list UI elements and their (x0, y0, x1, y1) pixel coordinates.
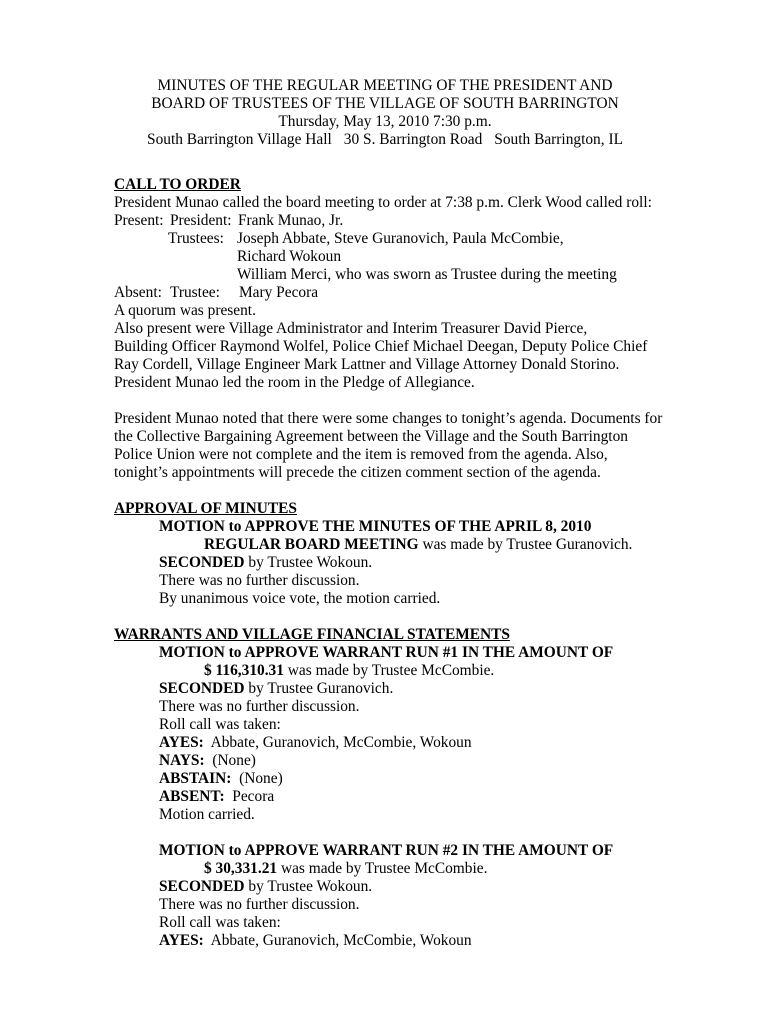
minutes-result: By unanimous voice vote, the motion carried. (159, 590, 441, 607)
absent-name: Mary Pecora (239, 284, 319, 301)
header-location-line (0, 131, 770, 149)
minutes-motion-bold: REGULAR BOARD MEETING (204, 536, 419, 553)
section-heading-approval-of-minutes: APPROVAL OF MINUTES (114, 500, 297, 517)
also-present-3: Ray Cordell, Village Engineer Mark Lattner and Village Attorney Donald Storino. (114, 356, 620, 373)
run2-ayes: Abbate, Guranovich, McCombie, Wokoun (203, 932, 472, 949)
run2-seconded-label: SECONDED (159, 878, 245, 895)
run1-ayes-label: AYES: (159, 734, 204, 751)
run1-ayes-line (114, 734, 714, 752)
run1-abstain-label: ABSTAIN: (159, 770, 232, 787)
header-date-line: Thursday, May 13, 2010 7:30 p.m. (278, 113, 492, 130)
run1-amount: $ 116,310.31 (204, 662, 284, 679)
run1-absent-line (114, 788, 714, 806)
run1-roll-call: Roll call was taken: (159, 716, 281, 733)
run2-motion-line-2 (114, 860, 714, 878)
quorum-text: A quorum was present. (114, 302, 256, 319)
trustees-line (114, 230, 714, 248)
minutes-seconded-label: SECONDED (159, 554, 245, 571)
run2-motion-line-1: MOTION to APPROVE WARRANT RUN #2 IN THE AMOUNT OF (159, 842, 614, 859)
header-title-line-1: MINUTES OF THE REGULAR MEETING OF THE PRESIDENT AND (157, 77, 613, 94)
run2-ayes-line (114, 932, 714, 950)
run1-absent-label: ABSENT: (159, 788, 225, 805)
minutes-seconded-line (114, 554, 714, 572)
run1-seconded-by: by Trustee Guranovich. (244, 680, 394, 697)
minutes-motion-line-2 (114, 536, 714, 554)
trustees-names-1: Joseph Abbate, Steve Guranovich, Paula McCombie, (237, 230, 564, 247)
trustees-label: Trustees: (168, 230, 224, 247)
spacer (114, 608, 714, 626)
minutes-seconded-by: by Trustee Wokoun. (244, 554, 373, 571)
spacer (114, 482, 714, 500)
run2-seconded-by: by Trustee Wokoun. (244, 878, 373, 895)
agenda-text-1: President Munao noted that there were some changes to tonight’s agenda. Documents for (114, 410, 663, 427)
absent-trustee-label: Trustee: (170, 284, 220, 301)
section-heading-warrants: WARRANTS AND VILLAGE FINANCIAL STATEMENTS (114, 626, 510, 643)
run2-seconded-line (114, 878, 714, 896)
run1-ayes: Abbate, Guranovich, McCombie, Wokoun (203, 734, 472, 751)
spacer (114, 824, 714, 842)
run1-absent: Pecora (224, 788, 275, 805)
run1-seconded-label: SECONDED (159, 680, 245, 697)
minutes-motion-made-by: was made by Trustee Guranovich. (418, 536, 633, 553)
run2-amount: $ 30,331.21 (204, 860, 278, 877)
run1-result: Motion carried. (159, 806, 255, 823)
run1-seconded-line (114, 680, 714, 698)
run1-motion-line-1: MOTION to APPROVE WARRANT RUN #1 IN THE AMOUNT OF (159, 644, 614, 661)
absent-label: Absent: (114, 284, 162, 301)
run2-roll-call: Roll call was taken: (159, 914, 281, 931)
pledge-text: President Munao led the room in the Pledge of Allegiance. (114, 374, 475, 391)
location-city: South Barrington, IL (494, 131, 623, 148)
minutes-discussion: There was no further discussion. (159, 572, 360, 589)
document-header (0, 77, 770, 149)
location-road: 30 S. Barrington Road (343, 131, 483, 148)
agenda-text-2: the Collective Bargaining Agreement between the Village and the South Barrington (114, 428, 628, 445)
also-present-1: Also present were Village Administrator and Interim Treasurer David Pierce, (114, 320, 588, 337)
document-body (114, 176, 714, 950)
run2-ayes-label: AYES: (159, 932, 204, 949)
absent-line (114, 284, 714, 302)
call-to-order-text: President Munao called the board meeting to order at 7:38 p.m. Clerk Wood called roll: (114, 194, 652, 211)
spacer (114, 392, 714, 410)
president-name: Frank Munao, Jr. (238, 212, 344, 229)
run1-abstain: (None) (231, 770, 283, 787)
run1-abstain-line (114, 770, 714, 788)
run1-nays: (None) (204, 752, 256, 769)
run1-nays-label: NAYS: (159, 752, 205, 769)
run1-motion-line-2 (114, 662, 714, 680)
location-hall: South Barrington Village Hall (147, 131, 332, 148)
president-label: President: (170, 212, 232, 229)
run2-discussion: There was no further discussion. (159, 896, 360, 913)
run1-made-by: was made by Trustee McCombie. (283, 662, 495, 679)
run2-made-by: was made by Trustee McCombie. (277, 860, 488, 877)
section-heading-call-to-order: CALL TO ORDER (114, 176, 241, 193)
trustees-names-2: Richard Wokoun (237, 248, 342, 265)
run1-discussion: There was no further discussion. (159, 698, 360, 715)
present-label: Present: (114, 212, 164, 229)
also-present-2: Building Officer Raymond Wolfel, Police Chief Michael Deegan, Deputy Police Chief (114, 338, 648, 355)
header-title-line-2: BOARD OF TRUSTEES OF THE VILLAGE OF SOUTH BARRINGTON (151, 95, 619, 112)
minutes-motion-line-1: MOTION to APPROVE THE MINUTES OF THE APRIL 8, 2010 (159, 518, 592, 535)
agenda-text-3: Police Union were not complete and the item is removed from the agenda. Also, (114, 446, 608, 463)
agenda-text-4: tonight’s appointments will precede the citizen comment section of the agenda. (114, 464, 601, 481)
run1-nays-line (114, 752, 714, 770)
trustees-names-3: William Merci, who was sworn as Trustee during the meeting (237, 266, 617, 283)
present-president-line (114, 212, 714, 230)
